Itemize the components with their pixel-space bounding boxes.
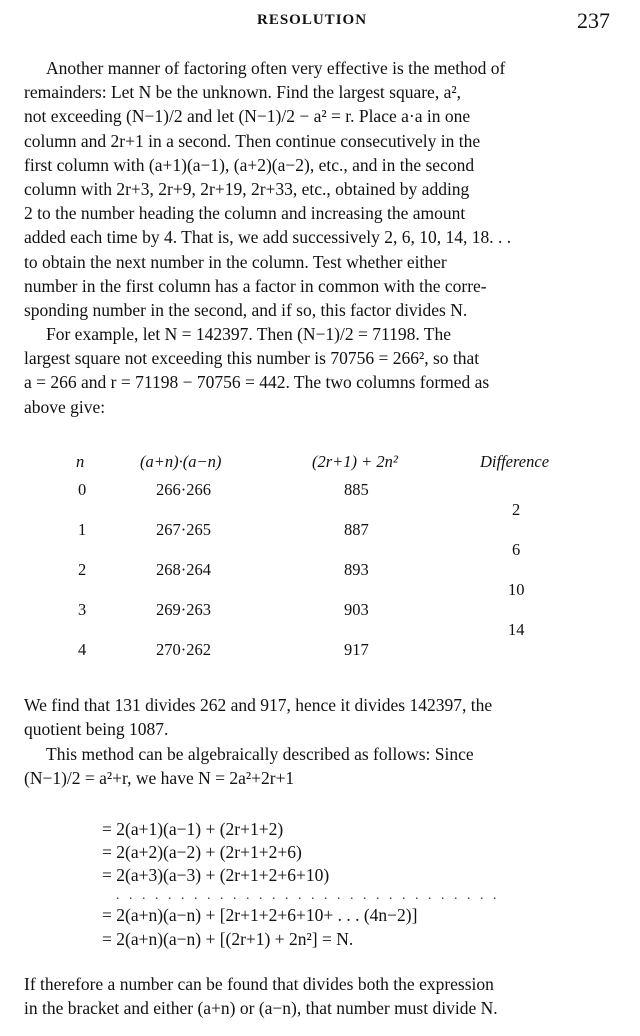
equation-line: = 2(a+1)(a−1) + (2r+1+2) [102,819,284,839]
row-product: 270·262 [156,640,211,659]
equation-line: = 2(a+n)(a−n) + [(2r+1) + 2n²] = N. [102,929,354,949]
row-n: 0 [78,480,87,499]
running-title: RESOLUTION [257,12,368,28]
column-header-difference: Difference [480,452,550,471]
remainder-table [0,452,640,672]
paragraph-conclusion [24,972,610,1020]
text-line: column and 2r+1 in a second. Then continue consecutively in the [24,130,481,151]
difference-value: 10 [508,580,525,599]
column-header-value: (2r+1) + 2n² [312,452,398,471]
text-line: For example, let N = 142397. Then (N−1)/2 = 71198. The [46,324,451,344]
text-line: largest square not exceeding this number is 70756 = 266², so that [24,348,480,369]
paragraph-example [24,322,610,419]
row-n: 3 [78,600,87,619]
text-line: first column with (a+1)(a−1), (a+2)(a−2), etc., and in the second [24,154,475,175]
difference-value: 2 [512,500,521,519]
row-n: 1 [78,520,87,539]
equation-line: = 2(a+3)(a−3) + (2r+1+2+6+10) [102,865,330,885]
row-product: 268·264 [156,560,211,579]
text-line: (N−1)/2 = a²+r, we have N = 2a²+2r+1 [24,768,295,789]
row-value: 887 [344,520,369,539]
text-line: remainders: Let N be the unknown. Find the largest square, a², [24,82,461,103]
paragraph-method-of-remainders [24,56,610,322]
text-line: We find that 131 divides 262 and 917, hence it divides 142397, the [24,695,493,715]
page-header [0,8,640,36]
equation-line: = 2(a+n)(a−n) + [2r+1+2+6+10+ . . . (4n−2)] [102,905,418,925]
text-line: 2 to the number heading the column and increasing the amount [24,203,466,224]
difference-value: 14 [508,620,525,639]
text-line: in the bracket and either (a+n) or (a−n), that number must divide N. [24,998,498,1019]
row-value: 917 [344,640,369,659]
row-product: 269·263 [156,600,211,619]
row-n: 2 [78,560,87,579]
row-value: 885 [344,480,369,499]
difference-value: 6 [512,540,521,559]
text-line: Another manner of factoring often very effective is the method of [46,58,506,78]
text-line: a = 266 and r = 71198 − 70756 = 442. The two columns formed as [24,372,490,393]
text-line: This method can be algebraically described as follows: Since [46,744,474,764]
text-line: to obtain the next number in the column. Test whether either [24,251,447,272]
text-line: quotient being 1087. [24,719,169,740]
text-line: sponding number in the second, and if so, this factor divides N. [24,300,468,321]
row-product: 267·265 [156,520,211,539]
column-header-product: (a+n)·(a−n) [140,452,222,471]
text-line: above give: [24,396,106,417]
column-header-n: n [76,452,85,471]
text-line: not exceeding (N−1)/2 and let (N−1)/2 − a² = r. Place a·a in one [24,106,471,127]
page-number: 237 [577,8,610,33]
text-line: If therefore a number can be found that divides both the expression [24,974,494,994]
row-value: 893 [344,560,369,579]
equation-line: = 2(a+2)(a−2) + (2r+1+2+6) [102,842,302,862]
text-line: added each time by 4. That is, we add successively 2, 6, 10, 14, 18. . . [24,227,512,248]
row-n: 4 [78,640,87,659]
row-product: 266·266 [156,480,211,499]
ellipsis-row: . . . . . . . . . . . . . . . . . . . . . . . . . . . . . . [116,888,500,903]
text-line: number in the first column has a factor in common with the corre- [24,275,487,296]
paragraph-result [24,693,610,741]
text-line: column with 2r+3, 2r+9, 2r+19, 2r+33, etc., obtained by adding [24,179,470,200]
row-value: 903 [344,600,369,619]
paragraph-algebraic [24,742,610,790]
